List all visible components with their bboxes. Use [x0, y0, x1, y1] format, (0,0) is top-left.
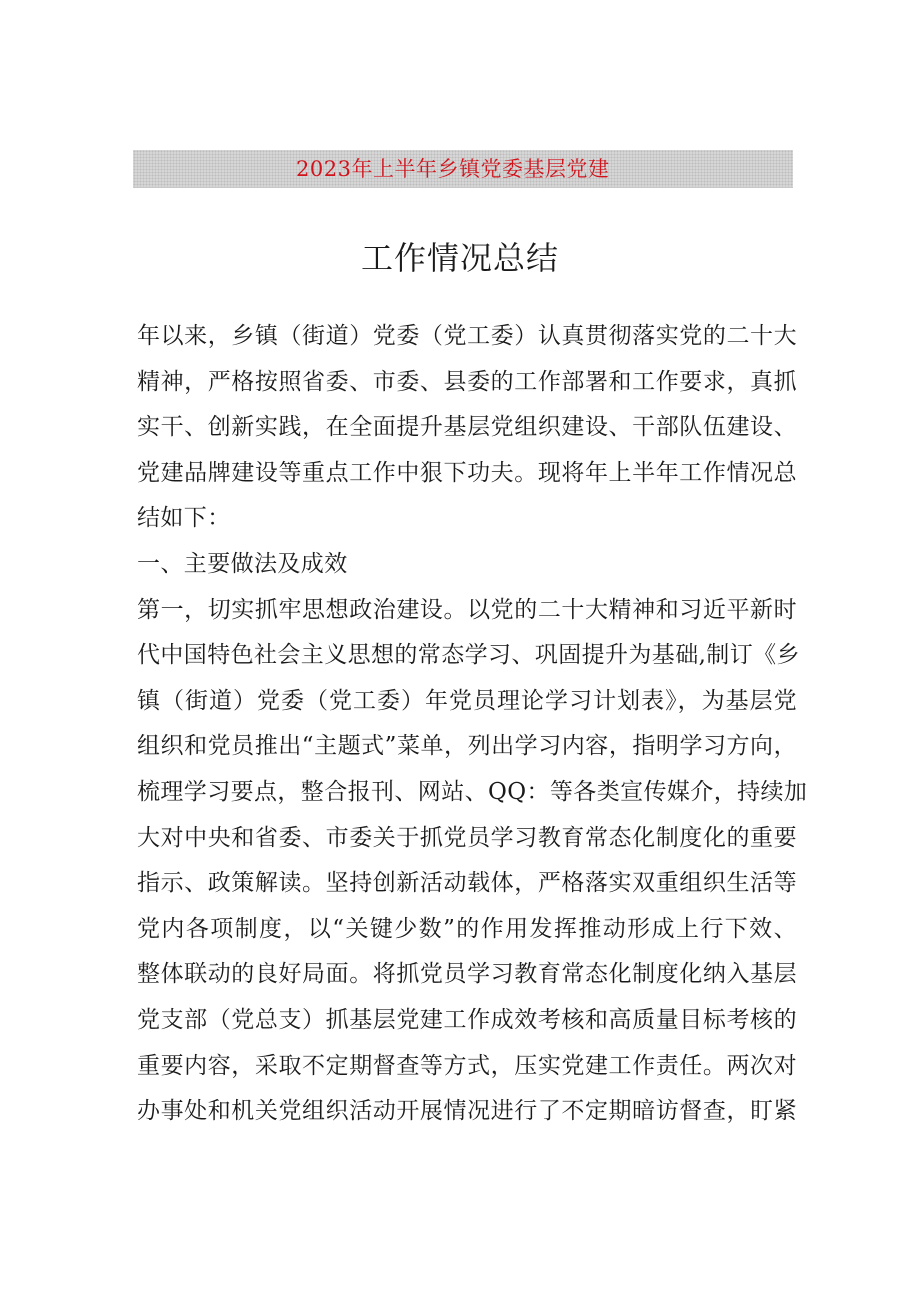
paragraph-line: 实干、创新实践，在全面提升基层党组织建设、干部队伍建设、: [137, 414, 797, 441]
paragraph-line: 一、主要做法及成效: [137, 550, 348, 577]
paragraph-line: 党内各项制度，以“关键少数”的作用发挥推动形成上行下效、: [137, 915, 797, 942]
paragraph-line: 大对中央和省委、市委关于抓党员学习教育常态化制度化的重要: [137, 824, 797, 851]
paragraph-line: 梳理学习要点，整合报刊、网站、QQ：等各类宣传媒介，持续加: [137, 778, 808, 805]
paragraph-line: 代中国特色社会主义思想的常态学习、巩固提升为基础,制订《乡: [137, 642, 800, 669]
banner-title: 2023年上半年乡镇党委基层党建: [296, 157, 610, 181]
paragraph-line: 镇（街道）党委（党工委）年党员理论学习计划表》，为基层党: [137, 687, 797, 714]
paragraph-line: 指示、政策解读。坚持创新活动载体，严格落实双重组织生活等: [137, 870, 797, 897]
paragraph-line: 第一，切实抓牢思想政治建设。以党的二十大精神和习近平新时: [137, 596, 797, 623]
paragraph-line: 重要内容，采取不定期督查等方式，压实党建工作责任。两次对: [137, 1052, 797, 1079]
paragraph-line: 办事处和机关党组织活动开展情况进行了不定期暗访督查，盯紧: [137, 1098, 797, 1125]
title-banner: [133, 150, 793, 188]
paragraph-line: 结如下：: [137, 505, 231, 532]
paragraph-line: 党建品牌建设等重点工作中狠下功夫。现将年上半年工作情况总: [137, 459, 797, 486]
paragraph-line: 党支部（党总支）抓基层党建工作成效考核和高质量目标考核的: [137, 1006, 797, 1033]
document-title: 工作情况总结: [360, 239, 559, 277]
document-body: [137, 314, 808, 1135]
paragraph-line: 整体联动的良好局面。将抓党员学习教育常态化制度化纳入基层: [137, 961, 797, 988]
paragraph-line: 组织和党员推出“主题式”菜单，列出学习内容，指明学习方向，: [137, 733, 797, 760]
paragraph-line: 年以来，乡镇（街道）党委（党工委）认真贯彻落实党的二十大: [137, 323, 797, 349]
paragraph-line: 精神，严格按照省委、市委、县委的工作部署和工作要求，真抓: [137, 368, 797, 395]
